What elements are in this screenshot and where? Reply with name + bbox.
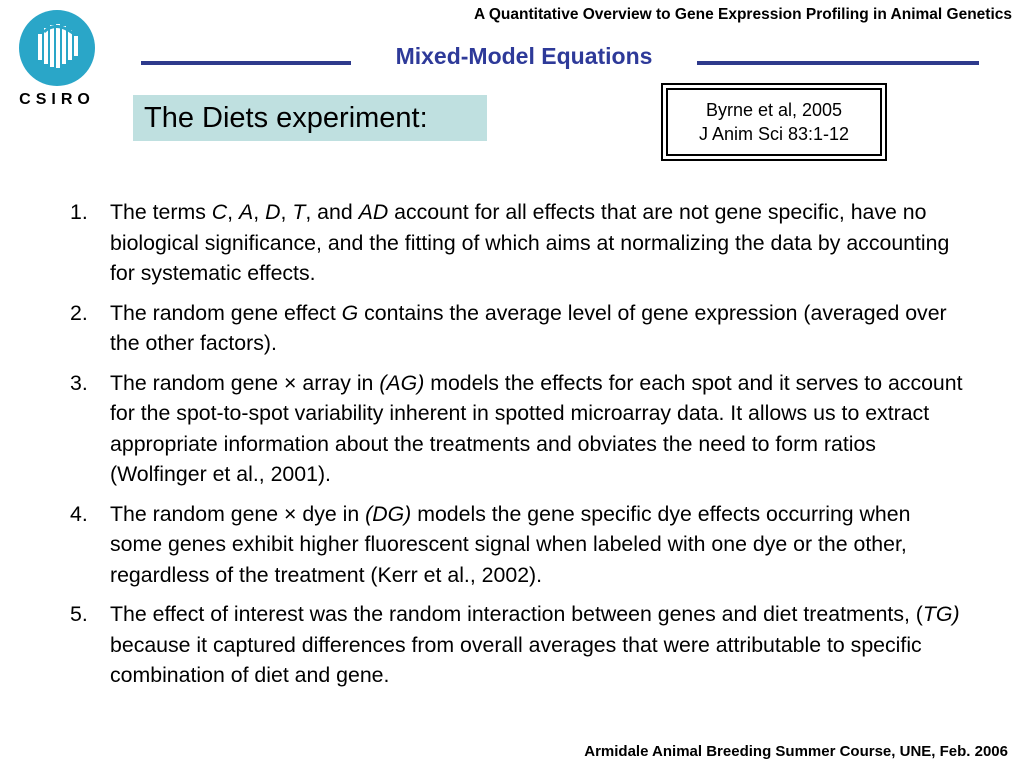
italic-term: AD (358, 200, 389, 224)
text-run: , (280, 200, 293, 224)
text-run: account for all effects that are not gene specific, have no biological significance, and the fitting of which aims at normalizing the data by accounting for systematic effects. (110, 200, 950, 285)
reference-box (661, 83, 887, 161)
list-item-number: 1. (70, 200, 88, 224)
reference-journal: J Anim Sci 83:1-12 (698, 124, 850, 144)
topic-title: The Diets experiment: (133, 95, 487, 141)
text-run: The effect of interest was the random interaction between genes and diet treatments, ( (110, 602, 923, 626)
course-title: A Quantitative Overview to Gene Expression Profiling in Animal Genetics (473, 6, 1012, 23)
text-run: The random gene effect (110, 300, 342, 325)
list-item (64, 499, 964, 591)
italic-term: T (292, 200, 306, 224)
list-item (64, 599, 964, 691)
footer-text: Armidale Animal Breeding Summer Course, UNE, Feb. 2006 (584, 743, 1008, 760)
section-title: Mixed-Model Equations (395, 43, 653, 69)
italic-term: D (265, 200, 281, 224)
italic-term: (DG) (365, 501, 412, 526)
italic-term: A (239, 200, 254, 224)
list-item-number: 2. (70, 300, 88, 325)
csiro-emblem-icon (14, 8, 100, 90)
italic-term: C (211, 200, 228, 224)
italic-term: (AG) (379, 370, 425, 395)
numbered-list (64, 197, 964, 700)
csiro-logo (14, 8, 100, 108)
list-item (64, 298, 964, 359)
text-run: because it captured differences from overall averages that were attributable to specific combination of diet and gene. (110, 632, 922, 687)
text-run: contains the average level of gene expression (averaged over the other factors). (110, 300, 947, 355)
list-item (64, 368, 964, 490)
text-run: The random gene × array in (110, 370, 380, 395)
list-item-number: 4. (70, 501, 88, 526)
italic-term: TG) (922, 602, 960, 626)
text-run: , (253, 200, 266, 224)
list-item-number: 3. (70, 370, 88, 395)
text-run: models the gene specific dye effects occurring when some genes exhibit higher fluorescent signal when labeled with one dye or the other, regardless of the treatment (Kerr et al., 2002). (110, 501, 911, 587)
reference-authors: Byrne et al, 2005 (705, 100, 843, 120)
title-rule-right (697, 61, 979, 65)
list-item-number: 5. (70, 602, 88, 626)
text-run: , (227, 200, 240, 224)
text-run: models the effects for each spot and it serves to account for the spot-to-spot variability inherent in spotted microarray data. It allows us to extract appropriate information about the treatments and obviates the need to form ratios (Wolfinger et al., 2001). (110, 370, 963, 486)
logo-text: CSIRO (19, 91, 95, 108)
list-item (64, 197, 964, 289)
text-run: The terms (110, 200, 212, 224)
text-run: , and (305, 200, 359, 224)
italic-term: G (341, 300, 359, 325)
title-rule-left (141, 61, 351, 65)
text-run: The random gene × dye in (110, 501, 366, 526)
